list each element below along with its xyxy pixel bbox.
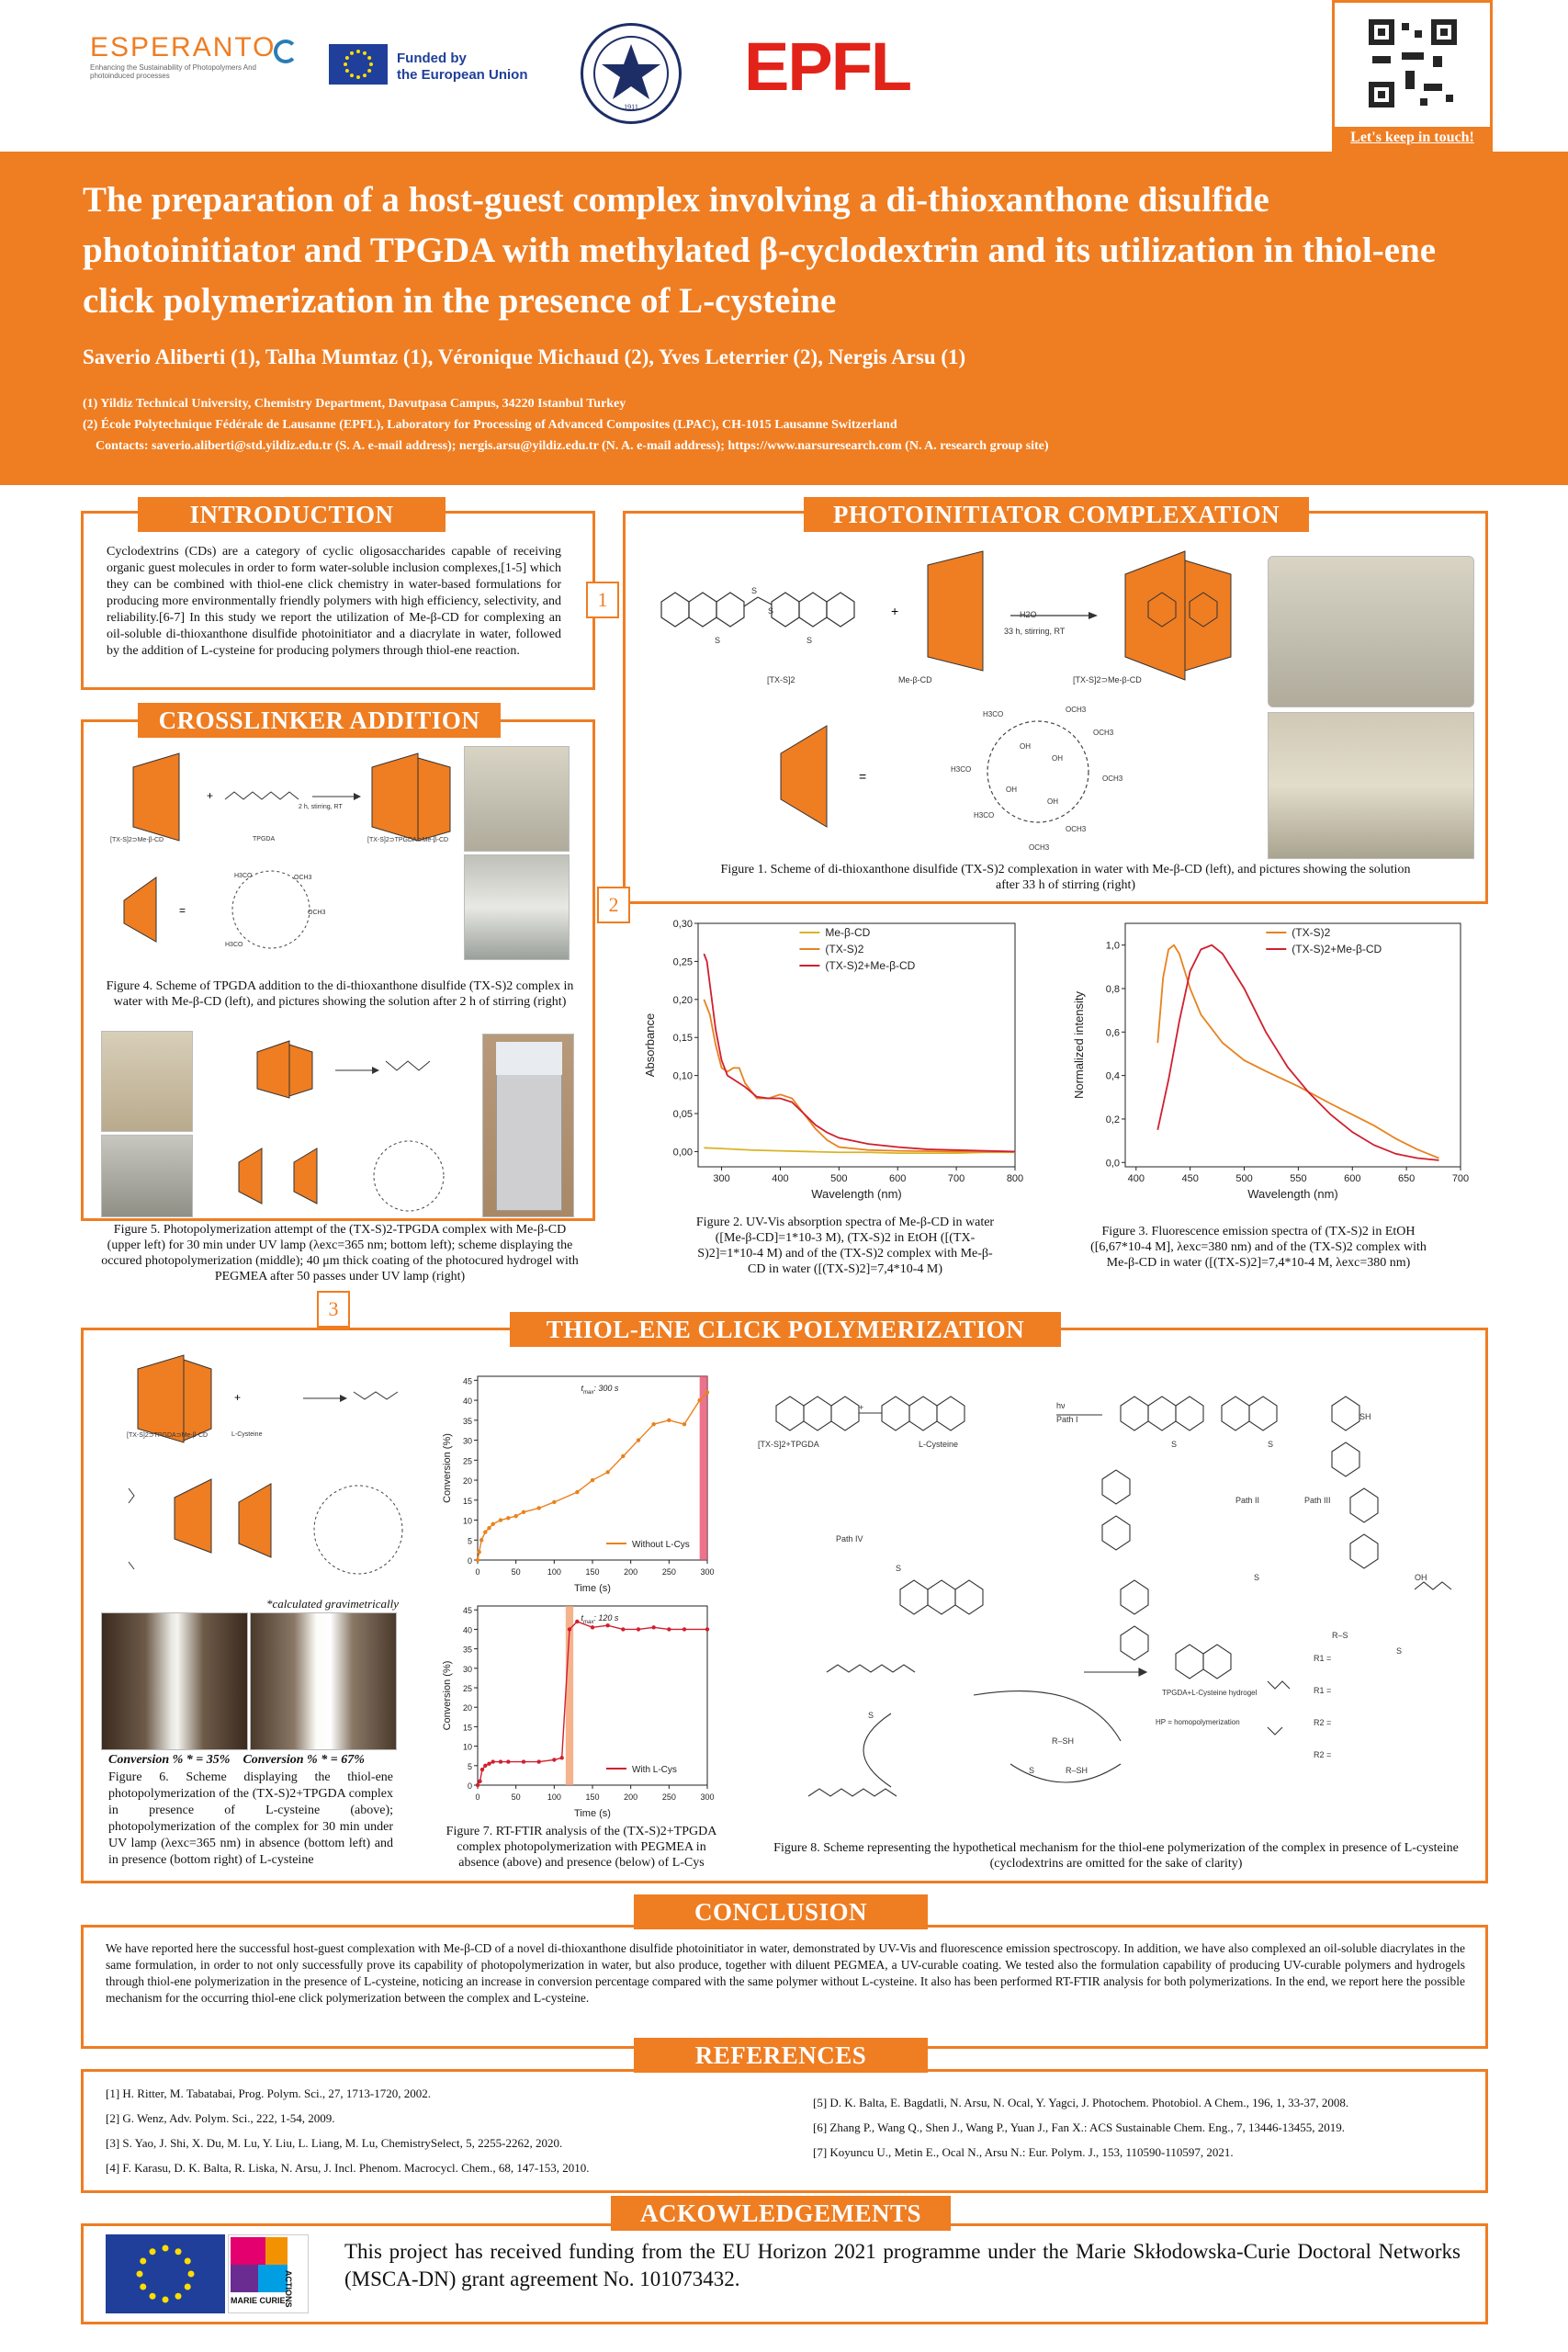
fluor-chart-svg — [1072, 914, 1479, 1213]
y-tick-label: 0,20 — [672, 994, 693, 1006]
data-point — [476, 1558, 479, 1562]
eu-flag — [329, 44, 388, 85]
x-axis-label: Time (s) — [574, 1583, 611, 1594]
data-point — [552, 1758, 556, 1761]
references-left — [106, 2081, 749, 2180]
svg-text:+: + — [234, 1391, 242, 1404]
eu-star-icon — [140, 2284, 146, 2290]
ftir-chart-2 — [441, 1599, 721, 1824]
esperanto-tagline: Enhancing the Sustainability of Photopolymers And photoinduced processes — [90, 63, 257, 80]
plot-frame — [478, 1606, 707, 1785]
reference-2: [2] G. Wenz, Adv. Polym. Sci., 222, 1-54, 2009. — [106, 2111, 335, 2125]
label-complex: [TX-S]2⊃Me-β-CD — [1073, 675, 1142, 684]
crosslinker-heading: CROSSLINKER ADDITION — [138, 703, 501, 738]
photo-solution-top — [1268, 556, 1474, 707]
x-tick-label: 400 — [772, 1173, 789, 1184]
label-tpgda: TPGDA — [253, 836, 276, 842]
x-tick-label: 700 — [947, 1173, 965, 1184]
x-tick-label: 450 — [1181, 1173, 1199, 1184]
svg-text:OCH3: OCH3 — [1102, 775, 1123, 783]
x-tick-label: 600 — [889, 1173, 907, 1184]
svg-text:R–SH: R–SH — [1066, 1766, 1089, 1775]
svg-text:=: = — [179, 904, 186, 917]
photo-coating — [482, 1034, 574, 1217]
ytu-seal — [581, 23, 682, 124]
label-lcys: L-Cysteine — [231, 1431, 263, 1438]
legend-entry: With L-Cys — [632, 1765, 677, 1775]
conclusion-heading: CONCLUSION — [634, 1894, 928, 1929]
eu-star-icon — [344, 62, 347, 66]
conversion-labels — [108, 1753, 365, 1768]
eu-star-icon — [163, 2245, 169, 2252]
data-point — [559, 1756, 563, 1759]
reference-3: [3] S. Yao, J. Shi, X. Du, M. Lu, Y. Liu, L. Liang, M. Lu, ChemistrySelect, 5, 2255-2262, 2020. — [106, 2136, 563, 2150]
ack-heading: ACKOWLEDGEMENTS — [611, 2196, 951, 2231]
fig4-caption: Figure 4. Scheme of TPGDA addition to the di-thioxanthone disulfide (TX-S)2 complex in water with Me-β-CD (left), and pictures showing the solution after 2 h of stirring (right) — [106, 979, 574, 1009]
eu-star-icon — [137, 2271, 143, 2278]
eu-star-icon — [345, 69, 349, 73]
conversion-with: Conversion % * = 67% — [243, 1753, 365, 1767]
legend-entry: (TX-S)2+Me-β-CD — [1292, 943, 1382, 956]
label-cond2: 33 h, stirring, RT — [1004, 627, 1066, 636]
svg-text:OH: OH — [1020, 742, 1031, 751]
data-point — [491, 1522, 494, 1526]
reference-6: [6] Zhang P., Wang Q., Shen J., Wang P., Yuan J., Fan X.: ACS Sustainable Chem. Eng., 7, 13446-13455, 2019. — [813, 2120, 1346, 2134]
thiolene-scheme — [92, 1351, 432, 1608]
actions-label: ACTIONS — [284, 2270, 293, 2308]
photo-uv-bottom — [101, 1135, 193, 1217]
mech-rs: R–S — [1332, 1631, 1348, 1640]
mech-path4: Path IV — [836, 1534, 863, 1544]
y-tick-label: 0,4 — [1105, 1070, 1120, 1082]
x-tick-label: 300 — [713, 1173, 730, 1184]
data-point — [487, 1526, 491, 1530]
data-point — [605, 1623, 609, 1627]
svg-text:S: S — [868, 1711, 874, 1720]
intro-text: Cyclodextrins (CDs) are a category of cyclic oligosaccharides capable of receiving organic guest molecules in order to form water-soluble inclusion complexes,[1-5] which they can be combined with thiol-ene click chemistry in water-based formulations for producing more environmentally friendly polymers with high efficiency, selectivity, and reliability.[6-7] In this study we report the utilization of Me-β-CD for complexing an oil-soluble di-thioxanthone disulfide photoinitiator and a diacrylate in water, followed by the addition of L-cysteine for producing polymers through thiol-ene reaction. — [107, 545, 561, 658]
fig2-caption: Figure 2. UV-Vis absorption spectra of Me-β-CD in water ([Me-β-CD]=1*10-3 M), (TX-S)2 in EtOH ([(TX-S)2]=1*10-4 M) and of the (TX-S)2 complex with Me-β-CD in water ([(TX-S)2]=7,4*10-4 M) — [695, 1216, 995, 1276]
data-point — [536, 1506, 540, 1510]
x-tick-label: 300 — [700, 1567, 715, 1577]
data-point — [621, 1627, 625, 1631]
y-tick-label: 20 — [462, 1476, 472, 1487]
eu-star-icon — [185, 2258, 191, 2265]
svg-text:OCH3: OCH3 — [294, 875, 312, 881]
eu-star-icon — [163, 2297, 169, 2303]
svg-text:S: S — [715, 636, 721, 645]
svg-text:=: = — [859, 769, 867, 784]
complexation-heading: PHOTOINITIATOR COMPLEXATION — [804, 497, 1309, 532]
mech-r1: R1 = — [1314, 1686, 1332, 1695]
y-tick-label: 0 — [467, 1781, 472, 1791]
y-tick-label: 35 — [462, 1645, 472, 1655]
data-point — [499, 1759, 502, 1763]
y-axis-label: Conversion (%) — [442, 1660, 453, 1731]
fig8-caption: Figure 8. Scheme representing the hypothetical mechanism for the thiol-ene polymerization of the complex in presence of L-cysteine (cyclodextrins are omitted for the sake of clarity) — [773, 1841, 1459, 1871]
data-point — [491, 1759, 494, 1763]
label-cond3: 2 h, stirring, RT — [299, 804, 343, 810]
svg-text:OH: OH — [1006, 786, 1017, 794]
reference-4: [4] F. Karasu, D. K. Balta, R. Liska, N. Arsu, J. Incl. Phenom. Macrocycl. Chem., 68, 147-153, 2010. — [106, 2161, 590, 2175]
fig1-caption: Figure 1. Scheme of di-thioxanthone disulfide (TX-S)2 complexation in water with Me-β-CD (left), and pictures showing the solution after 33 h of stirring (right) — [720, 863, 1411, 892]
data-point — [499, 1518, 502, 1521]
esperanto-swoosh-icon — [274, 40, 298, 63]
eu-star-icon — [350, 51, 354, 55]
ftir-chart-1 — [441, 1369, 721, 1599]
qr-code[interactable] — [1369, 19, 1457, 107]
y-tick-label: 20 — [462, 1703, 472, 1713]
eu-star-icon — [363, 74, 367, 77]
data-point — [605, 1470, 609, 1474]
data-point — [513, 1514, 517, 1518]
y-tick-label: 5 — [467, 1761, 472, 1771]
eu-funded-text: Funded by the European Union — [397, 51, 528, 83]
x-tick-label: 800 — [1006, 1173, 1024, 1184]
data-point — [552, 1500, 556, 1504]
y-tick-label: 15 — [462, 1496, 472, 1506]
conversion-without: Conversion % * = 35% — [108, 1753, 231, 1767]
eu-star-icon — [175, 2293, 182, 2300]
svg-text:H3CO: H3CO — [234, 873, 253, 879]
fig3-caption: Figure 3. Fluorescence emission spectra of (TX-S)2 in EtOH ([6,67*10-4 M], λexc=380 nm) and of the (TX-S)2 complex with Me-β-CD in water ([(TX-S)2]=7,4*10-4 M, λexc=380 nm) — [1090, 1225, 1427, 1270]
x-tick-label: 150 — [585, 1567, 600, 1577]
intro-heading: INTRODUCTION — [138, 497, 446, 532]
data-point — [637, 1438, 640, 1442]
x-tick-label: 550 — [1290, 1173, 1307, 1184]
svg-text:S: S — [1254, 1573, 1260, 1582]
mechanism-scheme — [753, 1378, 1479, 1824]
y-tick-label: 0,15 — [672, 1033, 693, 1045]
data-point — [479, 1538, 483, 1542]
y-tick-label: 1,0 — [1105, 940, 1120, 952]
conclusion-text: We have reported here the successful host-guest complexation with Me-β-CD of a novel di-thioxanthone disulfide photoinitiator in water, demonstrated by UV-Vis and fluorescence emission spectroscopy. In addition, we have also complexed an oil-soluble diacrylates in the same formulation, in order to not only successfully prove its capability of photopolymerization in water, but also produce, together with diluent PEGMEA, a UV-curable coating. We tested also the formulation capability of producing UV-curable polymers and hydrogels through thiol-ene polymerization in the presence of L-cysteine, noticing an increase in conversion percentage compared with the same polymer without L-cysteine. It also has been performed RT-FTIR analysis for both polymerizations. In the end, we report here the possible mechanism for the occurring thiol-ene click polymerization between the complex and L-cysteine. — [106, 1941, 1465, 2005]
svg-text:S: S — [1268, 1440, 1274, 1449]
y-tick-label: 0,0 — [1105, 1158, 1120, 1170]
photo-uv-top — [101, 1031, 193, 1132]
x-tick-label: 200 — [624, 1567, 638, 1577]
x-tick-label: 250 — [661, 1567, 676, 1577]
x-tick-label: 600 — [1344, 1173, 1361, 1184]
x-tick-label: 500 — [830, 1173, 848, 1184]
y-tick-label: 0,00 — [672, 1147, 693, 1159]
plot-frame — [478, 1376, 707, 1560]
data-point — [667, 1627, 671, 1631]
uvvis-chart-svg — [643, 914, 1029, 1213]
y-tick-label: 30 — [462, 1664, 472, 1674]
svg-text:OCH3: OCH3 — [308, 910, 326, 916]
ack-eu-flag — [106, 2234, 225, 2313]
highlight-band — [700, 1376, 707, 1560]
svg-text:[TX-S]2+TPGDA: [TX-S]2+TPGDA — [758, 1440, 819, 1449]
data-point — [506, 1516, 510, 1520]
fluor-chart — [1072, 914, 1479, 1213]
y-axis-label: Normalized intensity — [1072, 990, 1086, 1100]
svg-text:+: + — [207, 789, 214, 802]
label-complex-a: [TX-S]2⊃Me-β-CD — [110, 837, 164, 843]
svg-text:S: S — [1171, 1440, 1178, 1449]
x-tick-label: 250 — [661, 1792, 676, 1802]
y-tick-label: 0 — [467, 1556, 472, 1566]
epfl-logo: EPFL — [744, 28, 911, 105]
data-point — [506, 1759, 510, 1763]
svg-text:H3CO: H3CO — [974, 811, 995, 820]
ack-text: This project has received funding from the EU Horizon 2021 programme under the Marie Skłodowska-Curie Doctoral Networks (MSCA-DN) grant agreement No. 101073432. — [344, 2240, 1461, 2290]
x-tick-label: 200 — [624, 1792, 638, 1802]
crosslinker-scheme — [87, 749, 464, 956]
y-tick-label: 0,8 — [1105, 983, 1120, 995]
keep-in-touch-link[interactable]: Let's keep in touch! — [1335, 127, 1490, 149]
data-point — [536, 1759, 540, 1763]
svg-text:R2 =: R2 = — [1314, 1718, 1332, 1727]
data-point — [682, 1627, 686, 1631]
affiliation-1: (1) Yildiz Technical University, Chemistry Department, Davutpasa Campus, 34220 Istanbul Turkey — [83, 397, 626, 411]
data-point — [705, 1627, 709, 1631]
svg-text:S: S — [1029, 1766, 1035, 1775]
photo-tpgda-top — [464, 746, 570, 852]
esperanto-logo-text: ESPERANTO — [90, 32, 276, 62]
legend-entry: (TX-S)2 — [825, 943, 864, 956]
mech-path1: Path I — [1056, 1415, 1078, 1424]
tmax-annotation: $t_{max}$: 300 s — [581, 1384, 619, 1396]
fig5-caption: Figure 5. Photopolymerization attempt of the (TX-S)2-TPGDA complex with Me-β-CD (upper left) for 30 min under UV lamp (λexc=365 nm; bottom left); scheme displaying the occured photopolymerization (middle); 40 μm thick coating of the photocured hydrogel with PEGMEA after 50 passes under UV lamp (right) — [101, 1223, 579, 1283]
svg-text:L-Cysteine: L-Cysteine — [919, 1440, 959, 1449]
legend-entry: (TX-S)2 — [1292, 926, 1331, 939]
contacts: Contacts: saverio.aliberti@std.yildiz.edu.tr (S. A. e-mail address); nergis.arsu@yildiz.edu.tr (N. A. e-mail address); https://www.narsuresearch.com (N. A. research group site) — [96, 439, 1049, 453]
eu-star-icon — [367, 56, 371, 60]
data-point — [487, 1761, 491, 1765]
thiolene-heading: THIOL-ENE CLICK POLYMERIZATION — [510, 1312, 1061, 1347]
ftir1-chart-svg — [441, 1369, 721, 1599]
svg-text:S: S — [751, 586, 758, 595]
eu-stars-icon-2 — [106, 2234, 225, 2313]
y-axis-label: Absorbance — [643, 1012, 657, 1078]
fig6-note: *calculated gravimetrically — [266, 1597, 400, 1611]
svg-text:R1 =: R1 = — [1314, 1654, 1332, 1663]
svg-text:H3CO: H3CO — [225, 942, 243, 948]
svg-text:OH: OH — [1047, 797, 1058, 806]
y-tick-label: 10 — [462, 1516, 472, 1526]
eu-star-icon — [185, 2284, 191, 2290]
data-point — [522, 1759, 525, 1763]
data-point — [651, 1422, 655, 1426]
eu-star-icon — [188, 2271, 195, 2278]
svg-text:+: + — [859, 1403, 864, 1412]
step-1-marker: 1 — [586, 582, 619, 618]
affiliation-2: (2) École Polytechnique Fédérale de Lausanne (EPFL), Laboratory for Processing of Advanced Composites (LPAC), CH-1015 Lausanne Switzerland — [83, 418, 897, 432]
photo-with-lcys — [250, 1612, 397, 1750]
eu-star-icon — [369, 62, 373, 66]
svg-text:OCH3: OCH3 — [1066, 706, 1087, 714]
step-2-marker: 2 — [597, 887, 630, 923]
y-tick-label: 25 — [462, 1456, 472, 1466]
ftir2-chart-svg — [441, 1599, 721, 1824]
data-point — [682, 1422, 686, 1426]
x-tick-label: 400 — [1127, 1173, 1145, 1184]
data-point — [568, 1627, 571, 1631]
mech-hv: hν — [1056, 1401, 1066, 1410]
data-point — [480, 1768, 484, 1771]
fig6-caption: Figure 6. Scheme displaying the thiol-ene photopolymerization of the (TX-S)2+TPGDA complex in presence of L-cysteine (above); photopolymerization of the complex for 30 min under UV lamp (λexc=365 nm) in absence (bottom left) and in presence (bottom right) of L-cysteine — [108, 1770, 393, 1867]
y-tick-label: 45 — [462, 1606, 472, 1616]
label-complex2: [TX-S]2⊃TPGDA⊃Me-β-CD — [367, 837, 449, 843]
y-tick-label: 0,10 — [672, 1070, 693, 1082]
eu-star-icon — [356, 50, 360, 53]
legend-entry: Without L-Cys — [632, 1540, 690, 1550]
x-tick-label: 100 — [547, 1567, 561, 1577]
svg-text:H3CO: H3CO — [951, 765, 972, 774]
references-heading: REFERENCES — [634, 2038, 928, 2073]
y-tick-label: 40 — [462, 1625, 472, 1635]
step-3-marker: 3 — [317, 1291, 350, 1328]
ytu-year: 1911 — [624, 103, 638, 111]
data-point — [483, 1764, 487, 1768]
y-tick-label: 45 — [462, 1376, 472, 1386]
mech-r2: R2 = — [1314, 1750, 1332, 1759]
x-tick-label: 50 — [511, 1567, 521, 1577]
x-tick-label: 650 — [1397, 1173, 1416, 1184]
x-tick-label: 300 — [700, 1792, 715, 1802]
reference-5: [5] D. K. Balta, E. Bagdatli, N. Arsu, N. Ocal, Y. Yagci, J. Photochem. Photobiol. A Chem., 196, 1, 33-37, 2008. — [813, 2096, 1349, 2109]
svg-text:S: S — [768, 606, 774, 616]
data-point — [591, 1478, 594, 1482]
eu-star-icon — [367, 69, 371, 73]
mech-path3: Path III — [1304, 1496, 1331, 1505]
label-cond1: H2O — [1020, 610, 1037, 619]
svg-text:S: S — [896, 1564, 902, 1573]
uvvis-chart — [643, 914, 1029, 1213]
mech-rsh: R–SH — [1052, 1736, 1075, 1746]
mech-hydrogel: TPGDA+L-Cysteine hydrogel — [1162, 1689, 1258, 1697]
photopolym-scheme — [202, 1034, 468, 1217]
svg-text:OH: OH — [1415, 1573, 1427, 1582]
authors: Saverio Aliberti (1), Talha Mumtaz (1), Véronique Michaud (2), Yves Leterrier (2), Nergis Arsu (1) — [83, 345, 966, 368]
x-tick-label: 0 — [475, 1567, 480, 1577]
y-tick-label: 0,05 — [672, 1109, 693, 1121]
fig7-caption: Figure 7. RT-FTIR analysis of the (TX-S)2+TPGDA complex photopolymerization with PEGMEA in absence (above) and presence (below) of L-Cys — [446, 1825, 717, 1870]
tmax-annotation: $t_{max}$: 120 s — [581, 1613, 619, 1625]
eu-star-icon — [356, 75, 360, 79]
eu-star-icon — [175, 2248, 182, 2255]
y-tick-label: 40 — [462, 1396, 472, 1407]
esperanto-logo — [90, 32, 301, 106]
legend-entry: (TX-S)2+Me-β-CD — [825, 959, 916, 972]
eu-star-icon — [150, 2293, 156, 2300]
photo-tpgda-bottom — [464, 854, 570, 960]
label-complex3: [TX-S]2⊃TPGDA⊃Me-β-CD — [127, 1432, 209, 1439]
marie-curie-label: MARIE CURIE — [231, 2296, 286, 2305]
reference-7: [7] Koyuncu U., Metin E., Ocal N., Arsu N.: Eur. Polym. J., 153, 110590-110597, 2021. — [813, 2145, 1234, 2159]
eu-star-icon — [350, 74, 354, 77]
x-axis-label: Time (s) — [574, 1808, 611, 1819]
marie-curie-logo — [228, 2234, 309, 2313]
data-point — [621, 1454, 625, 1458]
qr-box — [1332, 0, 1493, 152]
x-tick-label: 0 — [475, 1792, 480, 1802]
svg-text:OCH3: OCH3 — [1066, 825, 1087, 833]
x-axis-label: Wavelength (nm) — [811, 1187, 902, 1201]
y-tick-label: 0,30 — [672, 919, 693, 930]
data-point — [637, 1627, 640, 1631]
data-point — [651, 1625, 655, 1629]
photo-solution-bottom — [1268, 712, 1474, 859]
references-right — [813, 2090, 1483, 2165]
data-point — [483, 1530, 487, 1533]
x-tick-label: 100 — [547, 1792, 561, 1802]
data-point — [591, 1625, 594, 1629]
reference-1: [1] H. Ritter, M. Tabatabai, Prog. Polym. Sci., 27, 1713-1720, 2002. — [106, 2086, 431, 2100]
y-tick-label: 10 — [462, 1742, 472, 1752]
svg-text:+: + — [891, 604, 899, 618]
data-point — [575, 1490, 579, 1494]
x-tick-label: 50 — [511, 1792, 521, 1802]
svg-text:SH: SH — [1359, 1412, 1371, 1421]
data-point — [476, 1783, 479, 1787]
poster-title: The preparation of a host-guest complex involving a di-thioxanthone disulfide photoinitiator and TPGDA with methylated β-cyclodextrin and its utilization in thiol-ene click polymerization in the presence of L-cysteine — [83, 180, 1437, 321]
data-point — [697, 1398, 701, 1402]
complexation-scheme — [634, 551, 1258, 854]
y-tick-label: 35 — [462, 1416, 472, 1426]
y-tick-label: 15 — [462, 1723, 472, 1733]
y-tick-label: 25 — [462, 1684, 472, 1694]
eu-star-icon — [363, 51, 367, 55]
data-point — [705, 1390, 709, 1394]
data-point — [575, 1620, 579, 1623]
data-point — [478, 1780, 481, 1783]
x-tick-label: 150 — [585, 1792, 600, 1802]
x-tick-label: 700 — [1451, 1173, 1470, 1184]
y-tick-label: 0,25 — [672, 956, 693, 968]
photo-without-lcys — [101, 1612, 248, 1750]
x-axis-label: Wavelength (nm) — [1247, 1187, 1338, 1201]
svg-text:H3CO: H3CO — [983, 710, 1004, 718]
y-tick-label: 0,2 — [1105, 1114, 1120, 1125]
svg-text:S: S — [807, 636, 813, 645]
svg-text:OCH3: OCH3 — [1029, 843, 1050, 852]
eu-star-icon — [140, 2258, 146, 2265]
eu-star-icon — [345, 56, 349, 60]
label-tx: [TX-S]2 — [767, 675, 795, 684]
data-point — [477, 1550, 480, 1554]
legend-entry: Me-β-CD — [825, 926, 871, 939]
mech-path2: Path II — [1235, 1496, 1260, 1505]
mech-hp: HP = homopolymerization — [1156, 1718, 1240, 1726]
svg-text:OH: OH — [1052, 754, 1063, 763]
x-tick-label: 500 — [1235, 1173, 1253, 1184]
y-tick-label: 0,6 — [1105, 1027, 1120, 1039]
label-mecd: Me-β-CD — [898, 675, 932, 684]
data-point — [522, 1510, 525, 1514]
y-tick-label: 30 — [462, 1436, 472, 1446]
eu-star-icon — [150, 2248, 156, 2255]
svg-text:OCH3: OCH3 — [1093, 729, 1114, 737]
eu-stars-icon — [329, 44, 388, 85]
y-tick-label: 5 — [467, 1536, 472, 1546]
svg-text:S: S — [1396, 1646, 1403, 1656]
y-axis-label: Conversion (%) — [442, 1433, 453, 1503]
data-point — [667, 1419, 671, 1422]
